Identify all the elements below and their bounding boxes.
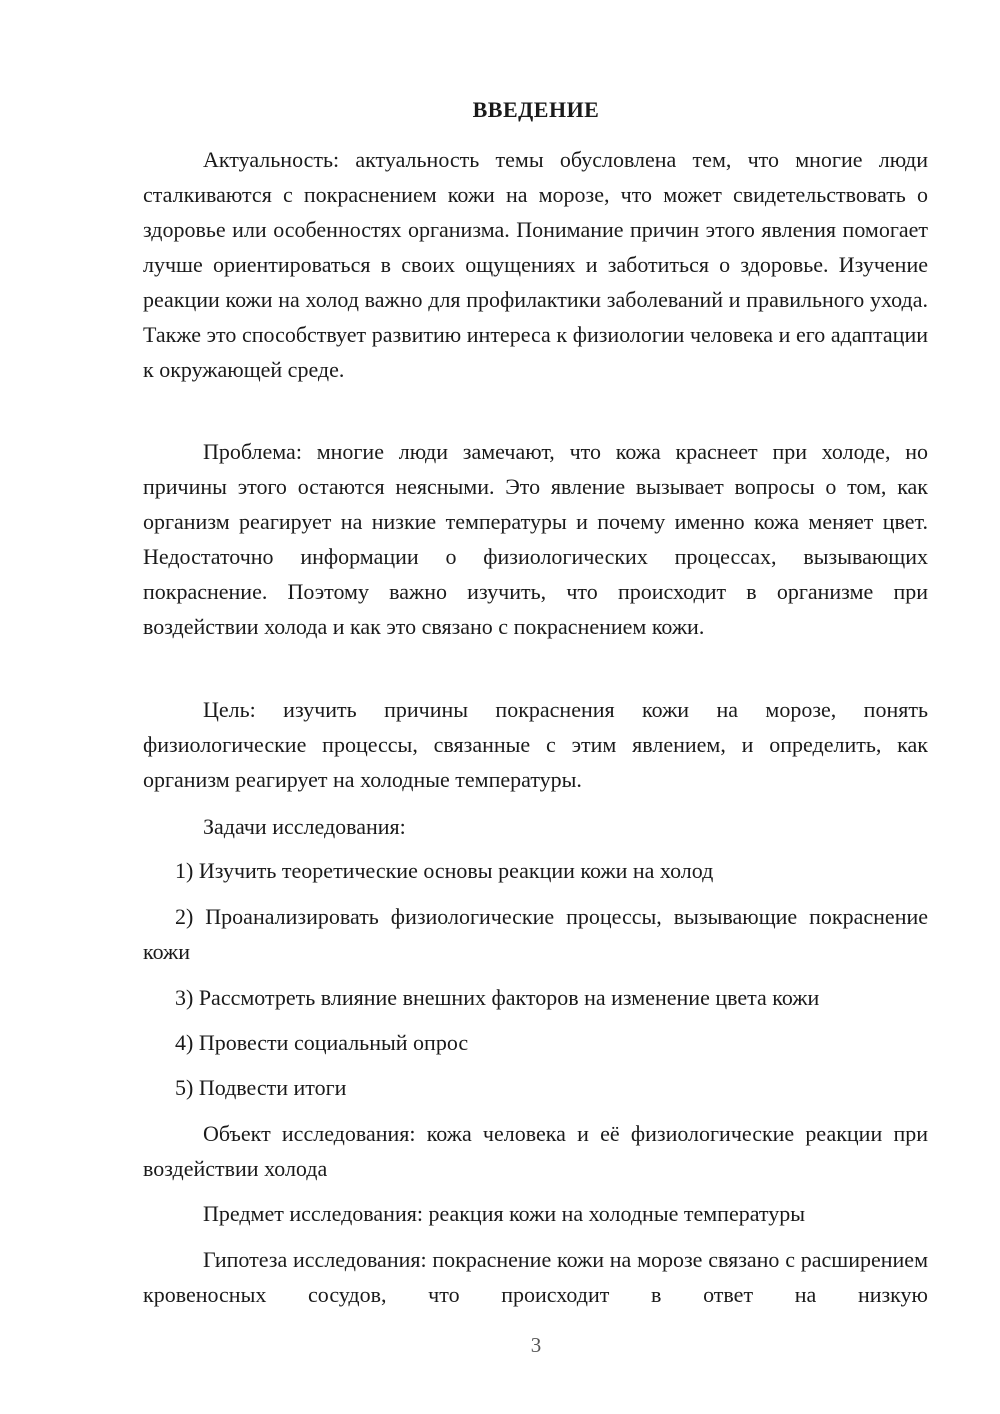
hypothesis-paragraph: Гипотеза исследования: покраснение кожи на морозе связано с расширением кровеносных сосудов, что происходит в ответ на низкую	[143, 1247, 928, 1307]
goal-paragraph: Цель: изучить причины покраснения кожи на морозе, понять физиологические процессы, связанные с этим явлением, и определить, как организм реагирует на холодные температуры.	[143, 697, 928, 792]
task-item: 3) Рассмотреть влияние внешних факторов на изменение цвета кожи	[175, 985, 820, 1010]
tasks-title: Задачи исследования:	[203, 814, 406, 839]
section-heading: ВВЕДЕНИЕ	[472, 97, 600, 122]
page-number: 3	[530, 1333, 542, 1357]
relevance-paragraph: Актуальность: актуальность темы обусловлена тем, что многие люди сталкиваются с покраснением кожи на морозе, что может свидетельствовать о здоровье или особенностях организма. Понимание причин этого явления помогает лучше ориентироваться в своих ощущениях и заботиться о здоровье. Изучение реакции кожи на холод важно для профилактики заболеваний и правильного ухода. Также это способствует развитию интереса к физиологии человека и его адаптации к окружающей среде.	[143, 147, 928, 382]
task-item: 5) Подвести итоги	[175, 1075, 347, 1100]
subject-paragraph: Предмет исследования: реакция кожи на холодные температуры	[203, 1201, 806, 1226]
task-item: 4) Провести социальный опрос	[175, 1030, 469, 1055]
task-item: 1) Изучить теоретические основы реакции кожи на холод	[175, 858, 714, 883]
problem-paragraph: Проблема: многие люди замечают, что кожа краснеет при холоде, но причины этого остаются неясными. Это явление вызывает вопросы о том, как организм реагирует на низкие температуры и почему именно кожа меняет цвет. Недостаточно информации о физиологических процессах, вызывающих покраснение. Поэтому важно изучить, что происходит в организме при воздействии холода и как это связано с покраснением кожи.	[143, 439, 928, 639]
object-paragraph: Объект исследования: кожа человека и её физиологические реакции при воздействии холода	[143, 1121, 928, 1181]
task-item: 2) Проанализировать физиологические процессы, вызывающие покраснение кожи	[143, 904, 928, 964]
